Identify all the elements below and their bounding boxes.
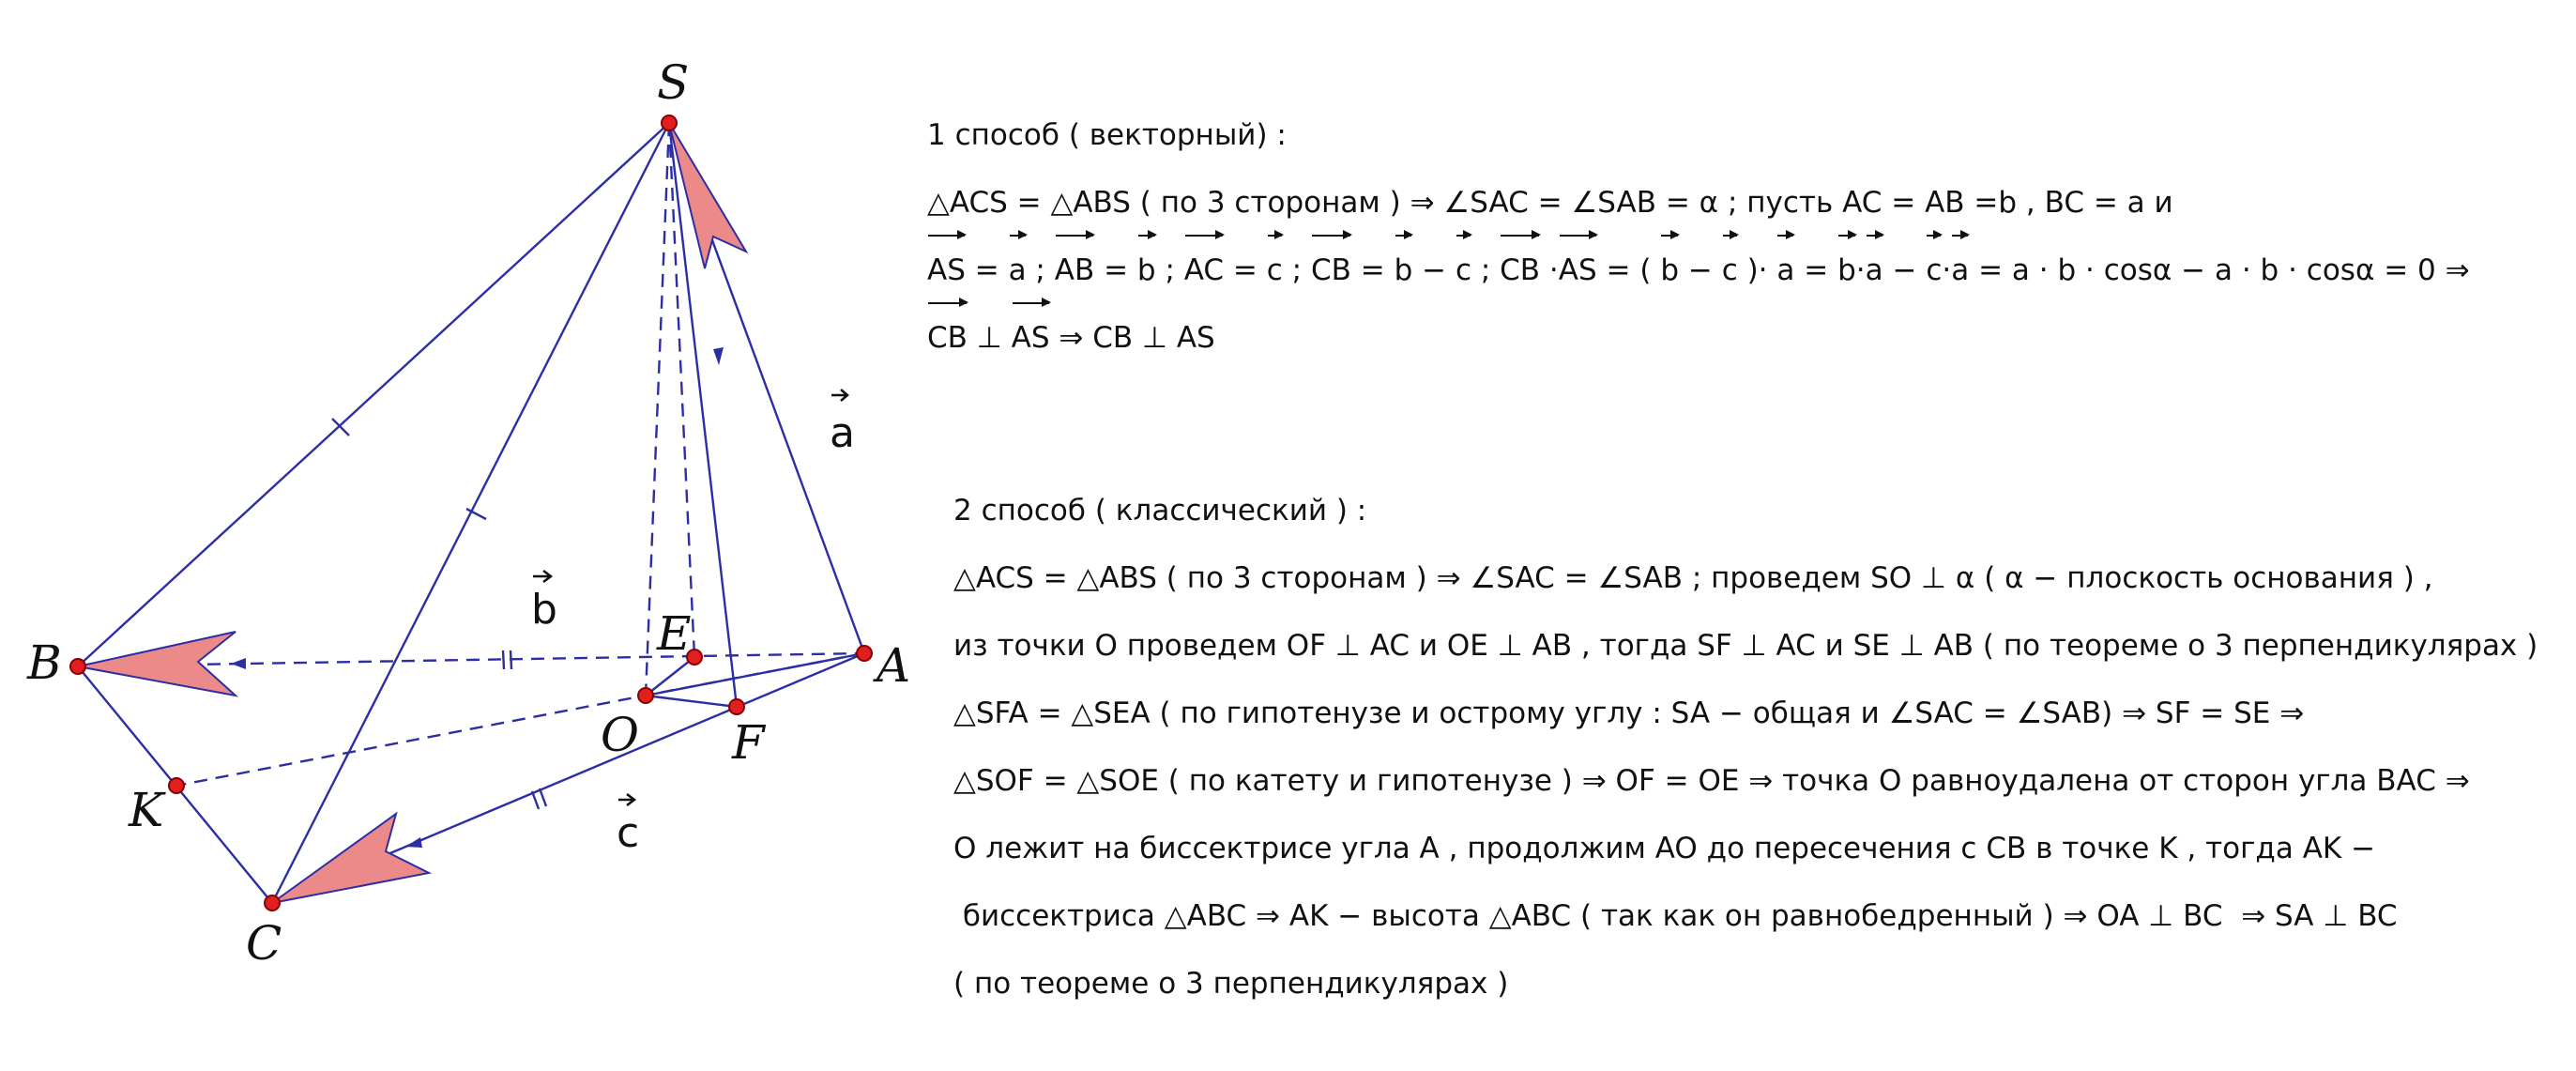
label-f: F	[732, 715, 765, 770]
pyramid-diagram	[0, 0, 911, 1071]
vector-label-c-arrow	[618, 794, 634, 805]
vec-c: c	[1267, 237, 1283, 304]
text-part: ⊥	[967, 321, 1012, 355]
vec-as: AS	[1012, 304, 1050, 372]
tick-ab-1	[503, 650, 504, 669]
arrowhead-as	[713, 347, 724, 365]
text-part: −	[1412, 253, 1456, 287]
vec-as: AS	[927, 237, 966, 304]
label-b: B	[27, 635, 62, 690]
text-part: ;	[1471, 253, 1501, 287]
text-part: =	[1794, 253, 1838, 287]
point-c	[265, 895, 280, 910]
text-part: )·	[1737, 253, 1777, 287]
method-2-line-4: △SOF = △SOE ( по катету и гипотенузе ) ⇒ OF = OE ⇒ точка O равноудалена от сторон угла BAC ⇒	[953, 764, 2470, 798]
label-e: E	[657, 606, 692, 661]
text-part: −	[1882, 253, 1927, 287]
vector-label-b: b	[531, 586, 557, 634]
text-part: ·	[1540, 253, 1559, 287]
vec-a: a	[1866, 237, 1883, 304]
point-b	[70, 659, 85, 674]
text-part: = a · b · cosα − a · b · cosα = 0 ⇒	[1969, 253, 2470, 287]
text-part: = (	[1596, 253, 1661, 287]
vector-label-b-arrow	[533, 571, 551, 582]
method-1-title: 1 способ ( векторный) :	[927, 118, 1287, 152]
point-a	[857, 646, 872, 661]
text-part: ;	[1155, 253, 1184, 287]
point-s	[662, 115, 677, 130]
vec-b: b	[1660, 237, 1679, 304]
vec-a: a	[1776, 237, 1794, 304]
method-1-line-3	[927, 304, 2470, 372]
vec-c: c	[1722, 237, 1738, 304]
edge-sc	[272, 123, 669, 903]
tick-sb	[332, 419, 349, 436]
method-2-line-2: из точки O проведем OF ⊥ AC и OE ⊥ AB , тогда SF ⊥ AC и SE ⊥ AB ( по теореме о 3 перпендикулярах )	[953, 629, 2538, 663]
tick-ac-2	[540, 788, 546, 806]
text-part: ·	[1942, 253, 1952, 287]
vec-as: AS	[1559, 237, 1597, 304]
method-2-title: 2 способ ( классический ) :	[953, 494, 1367, 528]
text-part: ·	[1855, 253, 1866, 287]
text-part: =	[1224, 253, 1267, 287]
vec-cb: CB	[1311, 237, 1351, 304]
method-2-block	[953, 477, 2538, 1017]
method-2-line-1: △ACS = △ABS ( по 3 сторонам ) ⇒ ∠SAC = ∠SAB ; проведем SO ⊥ α ( α − плоскость основания ) ,	[953, 561, 2433, 595]
vec-c: c	[1926, 237, 1942, 304]
text-part: ;	[1282, 253, 1311, 287]
text-part: ;	[1026, 253, 1055, 287]
text-part: =	[1350, 253, 1395, 287]
point-f	[729, 699, 744, 714]
label-o: O	[601, 708, 639, 762]
vector-label-a-arrow	[831, 390, 847, 401]
segment-of	[646, 696, 737, 707]
vector-label-c: c	[617, 809, 640, 857]
text-part: =	[965, 253, 1009, 287]
method-1-line-2	[927, 237, 2470, 304]
vec-a: a	[1009, 237, 1027, 304]
method-1-line-1: △ACS = △ABS ( по 3 сторонам ) ⇒ ∠SAC = ∠SAB = α ; пусть AC = AB =b , BC = a и	[927, 186, 2173, 220]
method-2-line-7: ( по теореме о 3 перпендикулярах )	[953, 967, 1509, 1001]
vec-cb: CB	[1500, 237, 1540, 304]
tick-ac-1	[532, 791, 539, 809]
point-k	[169, 778, 184, 793]
method-1-block	[927, 101, 2470, 372]
text-part: ⇒ CB ⊥ AS	[1049, 321, 1215, 355]
vec-b: b	[1837, 237, 1856, 304]
point-o	[638, 688, 653, 703]
vec-ab: AB	[1055, 237, 1094, 304]
label-s: S	[657, 55, 690, 110]
vec-b: b	[1137, 237, 1156, 304]
vec-a: a	[1951, 237, 1969, 304]
label-k: K	[129, 783, 164, 837]
method-2-line-5: O лежит на биссектрисе угла A , продолжим AO до пересечения с CB в точке K , тогда AK −	[953, 832, 2376, 865]
edge-sb	[78, 123, 669, 666]
vec-ac: AC	[1184, 237, 1224, 304]
vec-b: b	[1395, 237, 1413, 304]
method-2-line-3: △SFA = △SEA ( по гипотенузе и острому углу : SA − общая и ∠SAC = ∠SAB) ⇒ SF = SE ⇒	[953, 696, 2305, 730]
vec-cb: CB	[927, 304, 968, 372]
arrowhead-ac	[405, 837, 422, 848]
method-2-line-6: биссектриса △ABC ⇒ AK − высота △ABC ( так как он равнобедренный ) ⇒ OA ⊥ BC ⇒ SA ⊥ BC	[953, 899, 2398, 933]
text-part: =	[1094, 253, 1137, 287]
vector-a-arrow	[669, 123, 746, 268]
label-c: C	[246, 916, 282, 971]
text-part: −	[1679, 253, 1722, 287]
vector-label-a: a	[830, 409, 855, 457]
arrowhead-ab	[231, 658, 246, 669]
vec-c: c	[1456, 237, 1471, 304]
label-a: A	[876, 638, 911, 693]
